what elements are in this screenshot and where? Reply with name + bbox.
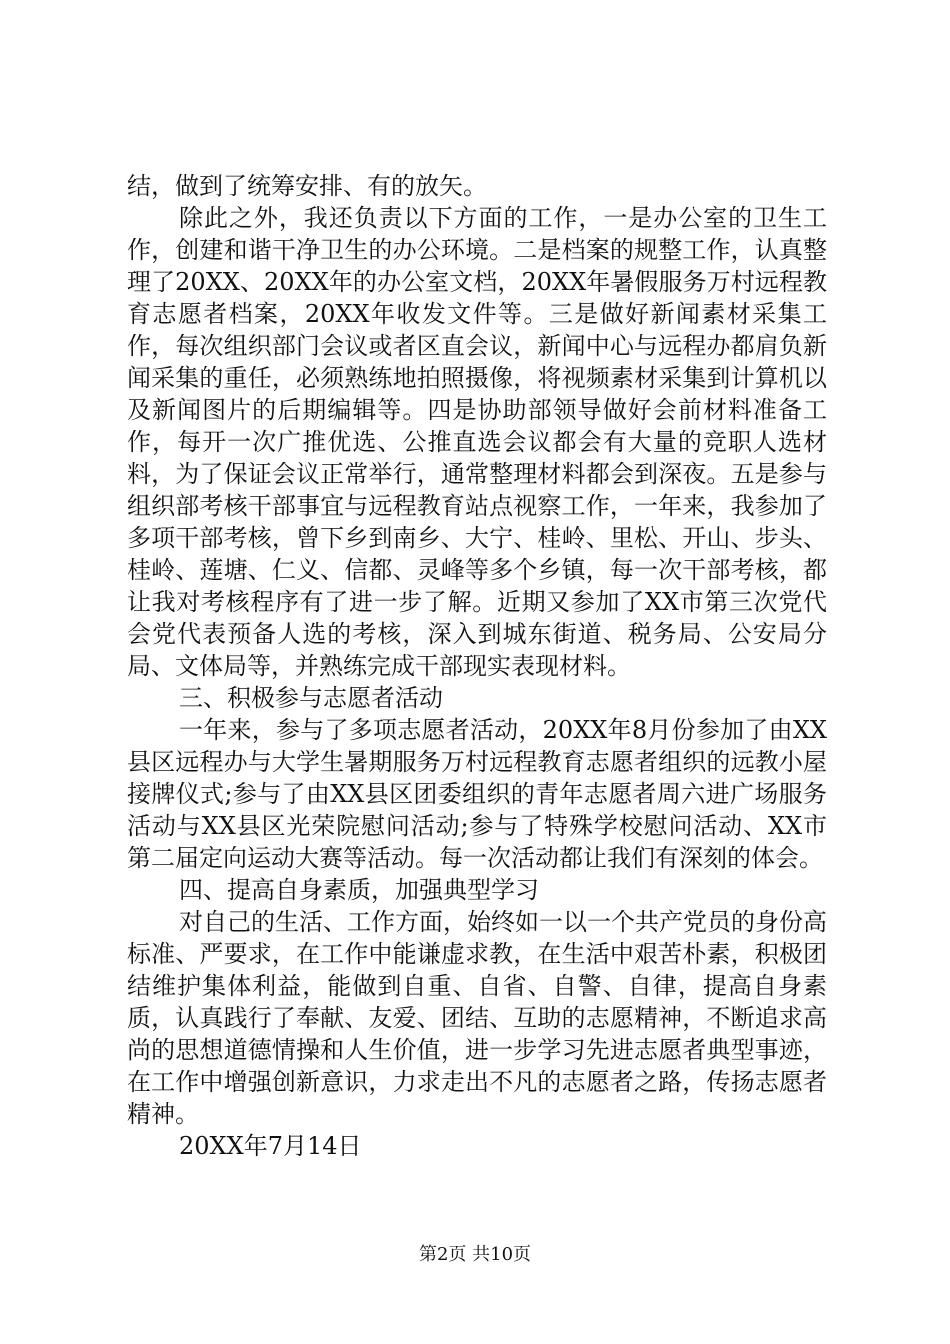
section-heading-volunteer: 三、积极参与志愿者活动 — [179, 684, 443, 712]
paragraph-volunteer-activities: 一年来，参与了多项志愿者活动，20XX年8月份参加了由XX县区远程办与大学生暑期服务万村远程教育志愿者组织的远教小屋接牌仪式;参与了由XX县区团委组织的青年志愿者周六进广场服务活动与XX县区光荣院慰问活动;参与了特殊学校慰问活动、XX市第二届定向运动大赛等活动。每一次活动都让我们有深刻的体会。 — [127, 716, 827, 872]
page-number-footer: 第2页 共10页 — [418, 1244, 532, 1265]
document-date: 20XX年7月14日 — [179, 1132, 362, 1160]
paragraph-self-improvement: 对自己的生活、工作方面，始终如一以一个共产党员的身份高标准、严要求，在工作中能谦虚求教，在生活中艰苦朴素，积极团结维护集体利益，能做到自重、自省、自警、自律，提高自身素质，认真践行了奉献、友爱、团结、互助的志愿精神，不断追求高尚的思想道德情操和人生价值，进一步学习先进志愿者典型事迹，在工作中增强创新意识，力求走出不凡的志愿者之路，传扬志愿者精神。 — [127, 908, 827, 1128]
document-body — [127, 170, 827, 1162]
paragraph-other-duties: 除此之外，我还负责以下方面的工作，一是办公室的卫生工作，创建和谐干净卫生的办公环境。二是档案的规整工作，认真整理了20XX、20XX年的办公室文档，20XX年暑假服务万村远程教育志愿者档案，20XX年收发文件等。三是做好新闻素材采集工作，每次组织部门会议或者区直会议，新闻中心与远程办都肩负新闻采集的重任，必须熟练地拍照摄像，将视频素材采集到计算机以及新闻图片的后期编辑等。四是协助部领导做好会前材料准备工作，每开一次广推优选、公推直选会议都会有大量的竞职人选材料，为了保证会议正常举行，通常整理材料都会到深夜。五是参与组织部考核干部事宜与远程教育站点视察工作，一年来，我参加了多项干部考核，曾下乡到南乡、大宁、桂岭、里松、开山、步头、桂岭、莲塘、仁义、信都、灵峰等多个乡镇，每一次干部考核，都让我对考核程序有了进一步了解。近期又参加了XX市第三次党代会党代表预备人选的考核，深入到城东街道、税务局、公安局分局、文体局等，并熟练完成干部现实表现材料。 — [127, 204, 827, 680]
paragraph-continuation: 结，做到了统筹安排、有的放矢。 — [127, 172, 487, 200]
section-heading-self-improvement: 四、提高自身素质，加强典型学习 — [179, 876, 539, 904]
